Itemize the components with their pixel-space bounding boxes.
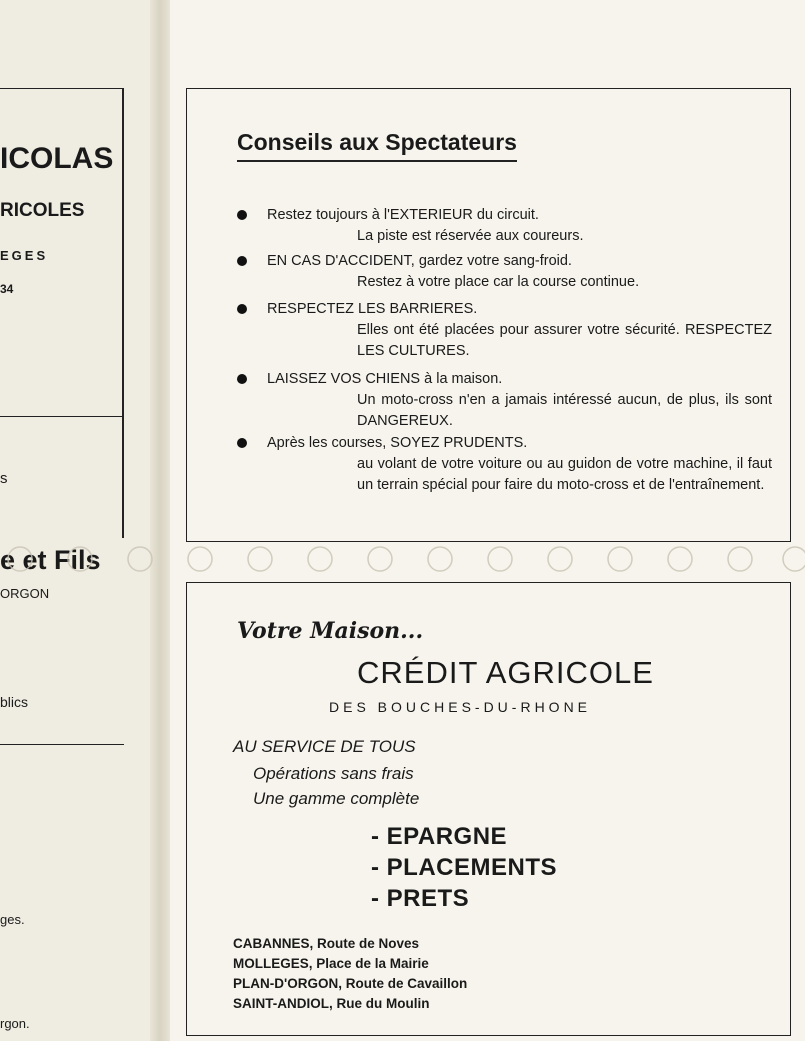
left-divider-2 bbox=[0, 744, 124, 745]
product-prets: - PRETS bbox=[371, 885, 470, 912]
advice-text: La piste est réservée aux coureurs. bbox=[357, 228, 584, 244]
advice-item-1 bbox=[239, 205, 772, 247]
product-epargne: - EPARGNE bbox=[371, 823, 508, 850]
bleed-through-watermark bbox=[0, 545, 805, 577]
left-text-1: EGES bbox=[0, 248, 49, 263]
address-3: PLAN-D'ORGON, Route de Cavaillon bbox=[233, 976, 468, 991]
watermark-pattern-icon bbox=[0, 545, 805, 577]
conseils-title: Conseils aux Spectateurs bbox=[237, 129, 517, 162]
left-text-5: blics bbox=[0, 694, 29, 710]
advice-item-2 bbox=[239, 251, 772, 293]
bullet-icon bbox=[237, 438, 247, 448]
left-text-2: 34 bbox=[0, 282, 14, 296]
bullet-icon bbox=[237, 304, 247, 314]
left-divider bbox=[0, 416, 124, 417]
advice-line: Après les courses, SOYEZ PRUDENTS. bbox=[267, 435, 528, 451]
advice-line: LAISSEZ VOS CHIENS à la maison. bbox=[267, 371, 503, 387]
ad-brand: CRÉDIT AGRICOLE bbox=[357, 655, 654, 690]
ad-line-1: Opérations sans frais bbox=[253, 764, 414, 783]
left-heading-2: e et Fils bbox=[0, 545, 101, 575]
address-2: MOLLEGES, Place de la Mairie bbox=[233, 956, 429, 971]
advice-text: au volant de votre voiture ou au guidon de votre machine, il faut un terrain spécial pour faire du moto-cross et de l'entraînement. bbox=[357, 456, 772, 493]
address-4: SAINT-ANDIOL, Rue du Moulin bbox=[233, 996, 430, 1011]
left-page bbox=[0, 0, 152, 1041]
advice-item-3 bbox=[239, 299, 772, 362]
conseils-box bbox=[186, 88, 791, 542]
product-placements: - PLACEMENTS bbox=[371, 854, 557, 881]
address-1: CABANNES, Route de Noves bbox=[233, 936, 420, 951]
page-gutter bbox=[150, 0, 172, 1041]
left-border-top bbox=[0, 88, 124, 89]
left-text-7: rgon. bbox=[0, 1016, 30, 1031]
left-heading: ICOLAS bbox=[0, 142, 114, 175]
bullet-icon bbox=[237, 374, 247, 384]
ad-tagline: Votre Maison... bbox=[237, 618, 424, 644]
advice-line: EN CAS D'ACCIDENT, gardez votre sang-froid. bbox=[267, 253, 572, 269]
left-text-3: s bbox=[0, 470, 8, 487]
advice-item-4 bbox=[239, 369, 772, 432]
advice-text: Elles ont été placées pour assurer votre sécurité. RESPECTEZ LES CULTURES. bbox=[357, 322, 772, 359]
advice-text: Un moto-cross n'en a jamais intéressé aucun, de plus, ils sont DANGEREUX. bbox=[357, 392, 772, 429]
bullet-icon bbox=[237, 256, 247, 266]
ad-brand-sub: DES BOUCHES-DU-RHONE bbox=[329, 699, 592, 715]
left-subheading: RICOLES bbox=[0, 200, 85, 221]
advice-item-5 bbox=[239, 433, 772, 496]
bullet-icon bbox=[237, 210, 247, 220]
advice-line: Restez toujours à l'EXTERIEUR du circuit. bbox=[267, 207, 539, 223]
left-border bbox=[122, 88, 124, 538]
credit-agricole-ad bbox=[186, 582, 791, 1036]
ad-line-2: Une gamme complète bbox=[253, 789, 420, 808]
advice-line: RESPECTEZ LES BARRIERES. bbox=[267, 301, 478, 317]
ad-service: AU SERVICE DE TOUS bbox=[233, 737, 416, 756]
left-text-6: ges. bbox=[0, 912, 25, 927]
advice-text: Restez à votre place car la course continue. bbox=[357, 274, 640, 290]
left-text-4: ORGON bbox=[0, 586, 50, 601]
